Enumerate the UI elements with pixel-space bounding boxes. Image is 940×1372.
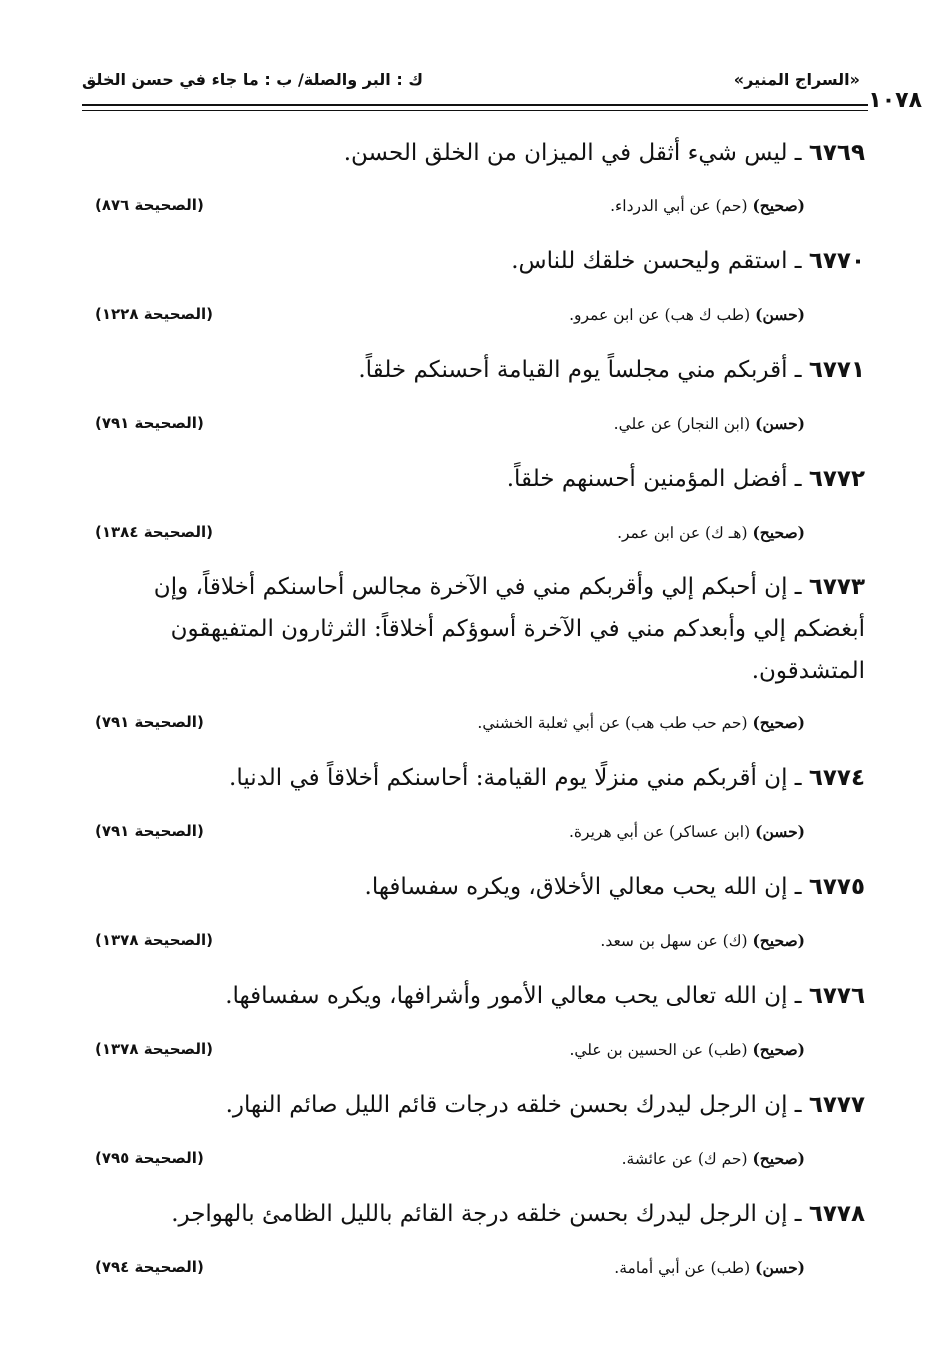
- reference: (الصحيحة ٧٩٥): [95, 1149, 204, 1167]
- grade: (حسن): [755, 414, 805, 433]
- reference: (الصحيحة ١٣٨٤): [95, 523, 213, 541]
- source-line: [95, 1149, 805, 1175]
- reference: (الصحيحة ٧٩١): [95, 713, 204, 731]
- hadith-body: أقربكم مني مجلساً يوم القيامة أحسنكم خلقاً.: [358, 357, 788, 383]
- hadith-number: ٦٧٧٧: [808, 1092, 865, 1118]
- grade: (صحيح): [752, 931, 805, 950]
- reference: (الصحيحة ٧٩١): [95, 822, 204, 840]
- hadith-text: ٦٧٦٩ ـ ليس شيء أثقل في الميزان من الخلق الحسن.: [343, 140, 865, 166]
- page-number: ١٠٧٨: [868, 88, 922, 113]
- source-line: [95, 305, 805, 331]
- hadith-number: ٦٧٧٢: [808, 466, 865, 492]
- grade: (صحيح): [752, 1149, 805, 1168]
- running-header: [82, 66, 860, 96]
- source: (حم) عن أبي الدرداء.: [610, 197, 748, 215]
- grade: (صحيح): [752, 1040, 805, 1059]
- source-line: [95, 713, 805, 739]
- source: (طب) عن الحسين بن علي.: [569, 1041, 748, 1059]
- grade: (حسن): [755, 822, 805, 841]
- hadith-number: ٦٧٧٦: [808, 983, 865, 1009]
- hadith-text: ٦٧٧٥ ـ إن الله يحب معالي الأخلاق، ويكره سفسافها.: [364, 874, 865, 900]
- source: (حم ك) عن عائشة.: [621, 1150, 748, 1168]
- grade: (حسن): [755, 1258, 805, 1277]
- book-title: «السراج المنير»: [733, 70, 860, 89]
- hadith-number: ٦٧٧٥: [808, 874, 865, 900]
- reference: (الصحيحة ١٣٧٨): [95, 1040, 213, 1058]
- hadith-number: ٦٧٧١: [808, 357, 865, 383]
- grade: (صحيح): [752, 523, 805, 542]
- source-line: [95, 1258, 805, 1284]
- hadith-body: إن أقربكم مني منزلًا يوم القيامة: أحاسنكم أخلاقاً في الدنيا.: [229, 765, 788, 791]
- grade: (صحيح): [752, 713, 805, 732]
- grade: (حسن): [755, 305, 805, 324]
- hadith-text: ٦٧٧٣ ـ إن أحبكم إلي وأقربكم مني في الآخرة مجالس أحاسنكم أخلاقاً، وإن أبغضكم إلي وأبعدكم مني في الآخرة أسوؤكم أخلاقاً: الثرثارون المتفيهقون المتشدقون.: [153, 574, 865, 684]
- hadith-text: ٦٧٧٧ ـ إن الرجل ليدرك بحسن خلقه درجات قائم الليل صائم النهار.: [225, 1092, 865, 1118]
- hadith-text: ٦٧٧٠ ـ استقم وليحسن خلقك للناس.: [511, 248, 865, 274]
- chapter-title: ك : البر والصلة/ ب : ما جاء في حسن الخلق: [82, 70, 423, 89]
- header-rule-thick: [82, 104, 868, 106]
- hadith-body: إن الله يحب معالي الأخلاق، ويكره سفسافها.: [364, 874, 788, 900]
- hadith-text: ٦٧٧٨ ـ إن الرجل ليدرك بحسن خلقه درجة القائم بالليل الظامئ بالهواجر.: [171, 1201, 865, 1227]
- source-line: [95, 414, 805, 440]
- source-line: [95, 196, 805, 222]
- hadith-number: ٦٧٧٤: [808, 765, 865, 791]
- source: (طب ك هب) عن ابن عمرو.: [569, 306, 751, 324]
- hadith-body: إن الرجل ليدرك بحسن خلقه درجة القائم بالليل الظامئ بالهواجر.: [171, 1201, 788, 1227]
- hadith-body: إن أحبكم إلي وأقربكم مني في الآخرة مجالس أحاسنكم أخلاقاً، وإن أبغضكم إلي وأبعدكم مني في الآخرة أسوؤكم أخلاقاً: الثرثارون المتفيهقون المتشدقون.: [153, 574, 865, 684]
- hadith-text: ٦٧٧١ ـ أقربكم مني مجلساً يوم القيامة أحسنكم خلقاً.: [358, 357, 865, 383]
- source: (ابن النجار) عن علي.: [613, 415, 751, 433]
- source-line: [95, 931, 805, 957]
- hadith-body: إن الله تعالى يحب معالي الأمور وأشرافها، ويكره سفسافها.: [225, 983, 788, 1009]
- grade: (صحيح): [752, 196, 805, 215]
- source: (حم حب طب هب) عن أبي ثعلبة الخشني.: [477, 714, 748, 732]
- hadith-number: ٦٧٧٣: [808, 574, 865, 600]
- source: (طب) عن أبي أمامة.: [614, 1259, 751, 1277]
- source-line: [95, 822, 805, 848]
- hadith-text: ٦٧٧٢ ـ أفضل المؤمنين أحسنهم خلقاً.: [506, 466, 865, 492]
- hadith-text: ٦٧٧٦ ـ إن الله تعالى يحب معالي الأمور وأشرافها، ويكره سفسافها.: [225, 983, 865, 1009]
- reference: (الصحيحة ٧٩٤): [95, 1258, 204, 1276]
- reference: (الصحيحة ١٣٧٨): [95, 931, 213, 949]
- hadith-number: ٦٧٦٩: [808, 140, 865, 166]
- header-rule-thin: [82, 110, 868, 111]
- source: (ك) عن سهل بن سعد.: [600, 932, 748, 950]
- source: (ابن عساكر) عن أبي هريرة.: [568, 823, 751, 841]
- hadith-body: استقم وليحسن خلقك للناس.: [511, 248, 788, 274]
- source-line: [95, 1040, 805, 1066]
- hadith-body: إن الرجل ليدرك بحسن خلقه درجات قائم الليل صائم النهار.: [225, 1092, 788, 1118]
- reference: (الصحيحة ١٢٢٨): [95, 305, 213, 323]
- reference: (الصحيحة ٧٩١): [95, 414, 204, 432]
- hadith-number: ٦٧٧٠: [808, 248, 865, 274]
- reference: (الصحيحة ٨٧٦): [95, 196, 204, 214]
- hadith-text: ٦٧٧٤ ـ إن أقربكم مني منزلًا يوم القيامة: أحاسنكم أخلاقاً في الدنيا.: [229, 765, 865, 791]
- source-line: [95, 523, 805, 549]
- hadith-number: ٦٧٧٨: [808, 1201, 865, 1227]
- hadith-body: أفضل المؤمنين أحسنهم خلقاً.: [506, 466, 788, 492]
- source: (هـ ك) عن ابن عمر.: [617, 524, 748, 542]
- hadith-body: ليس شيء أثقل في الميزان من الخلق الحسن.: [343, 140, 788, 166]
